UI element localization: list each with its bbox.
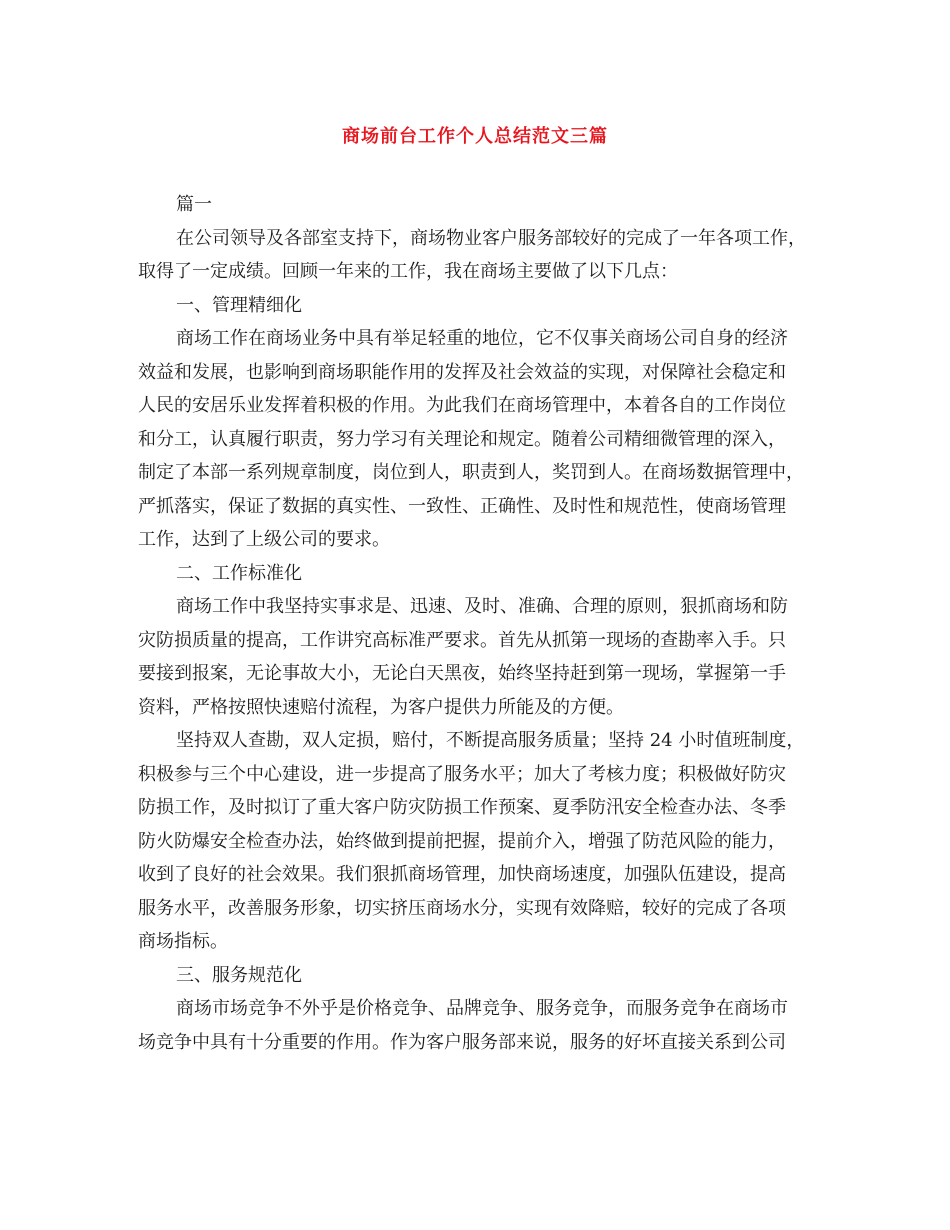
- paragraph-line: 要接到报案，无论事故大小，无论白天黑夜，始终坚持赶到第一现场，掌握第一手: [138, 663, 786, 684]
- heading-line: 一、管理精细化: [176, 294, 302, 316]
- paragraph-line: 资料，严格按照快速赔付流程，为客户提供力所能及的方便。: [138, 696, 624, 718]
- document-title: 商场前台工作个人总结范文三篇: [342, 126, 608, 147]
- document-body: [138, 188, 828, 1059]
- paragraph-line: 防损工作，及时拟订了重大客户防灾防损工作预案、夏季防汛安全检查办法、冬季: [138, 797, 786, 818]
- paragraph-line: 灾防损质量的提高，工作讲究高标准严要求。首先从抓第一现场的查勘率入手。只: [138, 629, 786, 651]
- paragraph-line: 效益和发展，也影响到商场职能作用的发挥及社会效益的实现，对保障社会稳定和: [138, 361, 786, 383]
- paragraph-line: 严抓落实，保证了数据的真实性、一致性、正确性、及时性和规范性，使商场管理: [138, 495, 786, 517]
- paragraph-line: 收到了良好的社会效果。我们狠抓商场管理，加快商场速度，加强队伍建设，提高: [138, 864, 786, 885]
- heading-line: 二、工作标准化: [176, 562, 302, 584]
- paragraph-line: 坚持双人查勘，双人定损，赔付，不断提高服务质量；坚持 24 小时值班制度，: [176, 730, 805, 751]
- paragraph-line: 在公司领导及各部室支持下，商场物业客户服务部较好的完成了一年各项工作，: [176, 227, 806, 249]
- paragraph-line: 工作，达到了上级公司的要求。: [138, 529, 390, 550]
- paragraph-line: 积极参与三个中心建设，进一步提高了服务水平；加大了考核力度；积极做好防灾: [138, 763, 786, 785]
- paragraph-line: 人民的安居乐业发挥着积极的作用。为此我们在商场管理中，本着各自的工作岗位: [138, 395, 786, 416]
- paragraph-line: 服务水平，改善服务形象，切实挤压商场水分，实现有效降赔，较好的完成了各项: [138, 897, 786, 919]
- paragraph-line: 取得了一定成绩。回顾一年来的工作，我在商场主要做了以下几点：: [138, 261, 678, 282]
- paragraph-line: 防火防爆安全检查办法，始终做到提前把握，提前介入，增强了防范风险的能力，: [138, 830, 786, 852]
- paragraph-line: 制定了本部一系列规章制度，岗位到人，职责到人，奖罚到人。在商场数据管理中，: [138, 462, 804, 483]
- paragraph-line: 商场工作中我坚持实事求是、迅速、及时、准确、合理的原则，狠抓商场和防: [176, 596, 788, 617]
- paragraph-line: 商场指标。: [138, 931, 228, 952]
- heading-line: 三、服务规范化: [176, 964, 302, 986]
- paragraph-line: 商场工作在商场业务中具有举足轻重的地位，它不仅事关商场公司自身的经济: [176, 328, 788, 349]
- paragraph-line: 场竞争中具有十分重要的作用。作为客户服务部来说，服务的好坏直接关系到公司: [138, 1031, 786, 1053]
- paragraph-line: 和分工，认真履行职责，努力学习有关理论和规定。随着公司精细微管理的深入，: [138, 428, 786, 450]
- paragraph-line: 商场市场竞争不外乎是价格竞争、品牌竞争、服务竞争，而服务竞争在商场市: [176, 998, 788, 1019]
- section-label: 篇一: [176, 194, 212, 215]
